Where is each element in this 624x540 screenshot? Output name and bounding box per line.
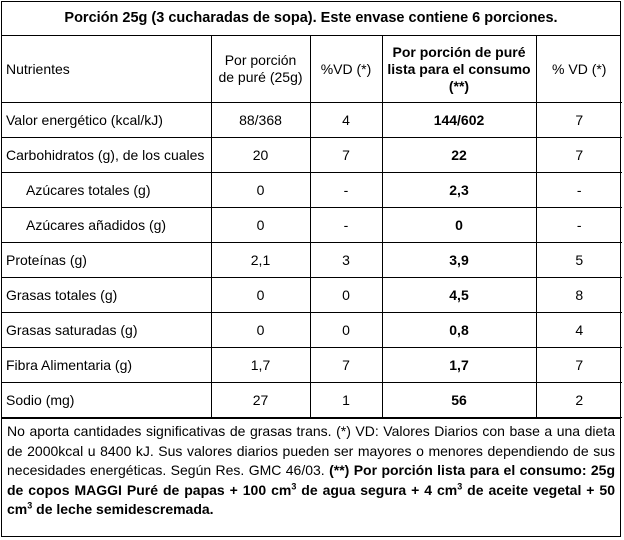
nutrient-name: Sodio (mg) — [2, 383, 211, 418]
vd-per-portion: 3 — [310, 243, 382, 278]
footnote — [2, 418, 620, 520]
nutrient-name: Proteínas (g) — [2, 243, 211, 278]
vd-per-portion: 4 — [310, 103, 382, 138]
vd-ready: 7 — [536, 348, 622, 383]
vd-ready: 4 — [536, 313, 622, 348]
nutrient-name: Valor energético (kcal/kJ) — [2, 103, 211, 138]
vd-per-portion: - — [310, 173, 382, 208]
value-per-portion: 0 — [211, 313, 310, 348]
footnote-sup-1: 3 — [291, 480, 297, 491]
value-ready: 3,9 — [382, 243, 536, 278]
value-ready: 0 — [382, 208, 536, 243]
vd-ready: - — [536, 208, 622, 243]
value-ready: 22 — [382, 138, 536, 173]
footnote-sup-3: 3 — [27, 500, 33, 511]
vd-ready: 7 — [536, 138, 622, 173]
nutrition-facts-panel — [1, 1, 621, 537]
table-row — [2, 278, 622, 313]
vd-ready: 2 — [536, 383, 622, 418]
footnote-bold-3: de aceite vegetal + 50 cm — [7, 481, 615, 517]
value-ready: 144/602 — [382, 103, 536, 138]
vd-ready: 5 — [536, 243, 622, 278]
table-row — [2, 138, 622, 173]
header-por-porcion: Por porción de puré (25g) — [211, 36, 310, 103]
table-row — [2, 208, 622, 243]
vd-per-portion: 7 — [310, 348, 382, 383]
header-vd-1: %VD (*) — [310, 36, 382, 103]
value-per-portion: 20 — [211, 138, 310, 173]
header-por-porcion-lista: Por porción de puré lista para el consumo (**) — [382, 36, 536, 103]
value-per-portion: 0 — [211, 208, 310, 243]
vd-ready: - — [536, 173, 622, 208]
vd-per-portion: 0 — [310, 313, 382, 348]
nutrient-name: Fibra Alimentaria (g) — [2, 348, 211, 383]
table-row — [2, 383, 622, 418]
header-nutrientes: Nutrientes — [2, 36, 211, 103]
vd-per-portion: 7 — [310, 138, 382, 173]
value-per-portion: 2,1 — [211, 243, 310, 278]
value-per-portion: 88/368 — [211, 103, 310, 138]
footnote-bold-2: de agua segura + 4 cm — [296, 481, 458, 498]
vd-per-portion: - — [310, 208, 382, 243]
value-ready: 2,3 — [382, 173, 536, 208]
table-row — [2, 348, 622, 383]
vd-per-portion: 0 — [310, 278, 382, 313]
value-ready: 0,8 — [382, 313, 536, 348]
nutrition-table — [2, 36, 622, 418]
nutrient-name: Azúcares totales (g) — [2, 173, 211, 208]
footnote-bold-1: (**) Por porción lista para el consumo: 25g de copos MAGGI Puré de papas + 100 cm — [7, 462, 616, 498]
vd-ready: 8 — [536, 278, 622, 313]
table-header-row — [2, 36, 622, 103]
value-per-portion: 0 — [211, 173, 310, 208]
footnote-sup-2: 3 — [457, 480, 463, 491]
value-per-portion: 0 — [211, 278, 310, 313]
vd-per-portion: 1 — [310, 383, 382, 418]
vd-ready: 7 — [536, 103, 622, 138]
value-ready: 1,7 — [382, 348, 536, 383]
footnote-bold-4: de leche semidescremada. — [32, 501, 214, 517]
nutrient-name: Azúcares añadidos (g) — [2, 208, 211, 243]
nutrient-name: Grasas saturadas (g) — [2, 313, 211, 348]
header-vd-2: % VD (*) — [536, 36, 622, 103]
serving-title: Porción 25g (3 cucharadas de sopa). Este envase contiene 6 porciones. — [2, 2, 620, 36]
value-ready: 4,5 — [382, 278, 536, 313]
value-per-portion: 1,7 — [211, 348, 310, 383]
table-row — [2, 243, 622, 278]
nutrient-name: Carbohidratos (g), de los cuales — [2, 138, 211, 173]
table-row — [2, 103, 622, 138]
value-per-portion: 27 — [211, 383, 310, 418]
table-row — [2, 173, 622, 208]
value-ready: 56 — [382, 383, 536, 418]
footnote-text: No aporta cantidades significativas de grasas trans. (*) VD: Valores Diarios con base a una dieta de 2000kcal u 8400 kJ. Sus valores diarios pueden ser mayores o menores dependiendo de sus necesidades energéticas. Según Res. GMC 46/03. — [7, 423, 615, 478]
nutrient-name: Grasas totales (g) — [2, 278, 211, 313]
table-row — [2, 313, 622, 348]
